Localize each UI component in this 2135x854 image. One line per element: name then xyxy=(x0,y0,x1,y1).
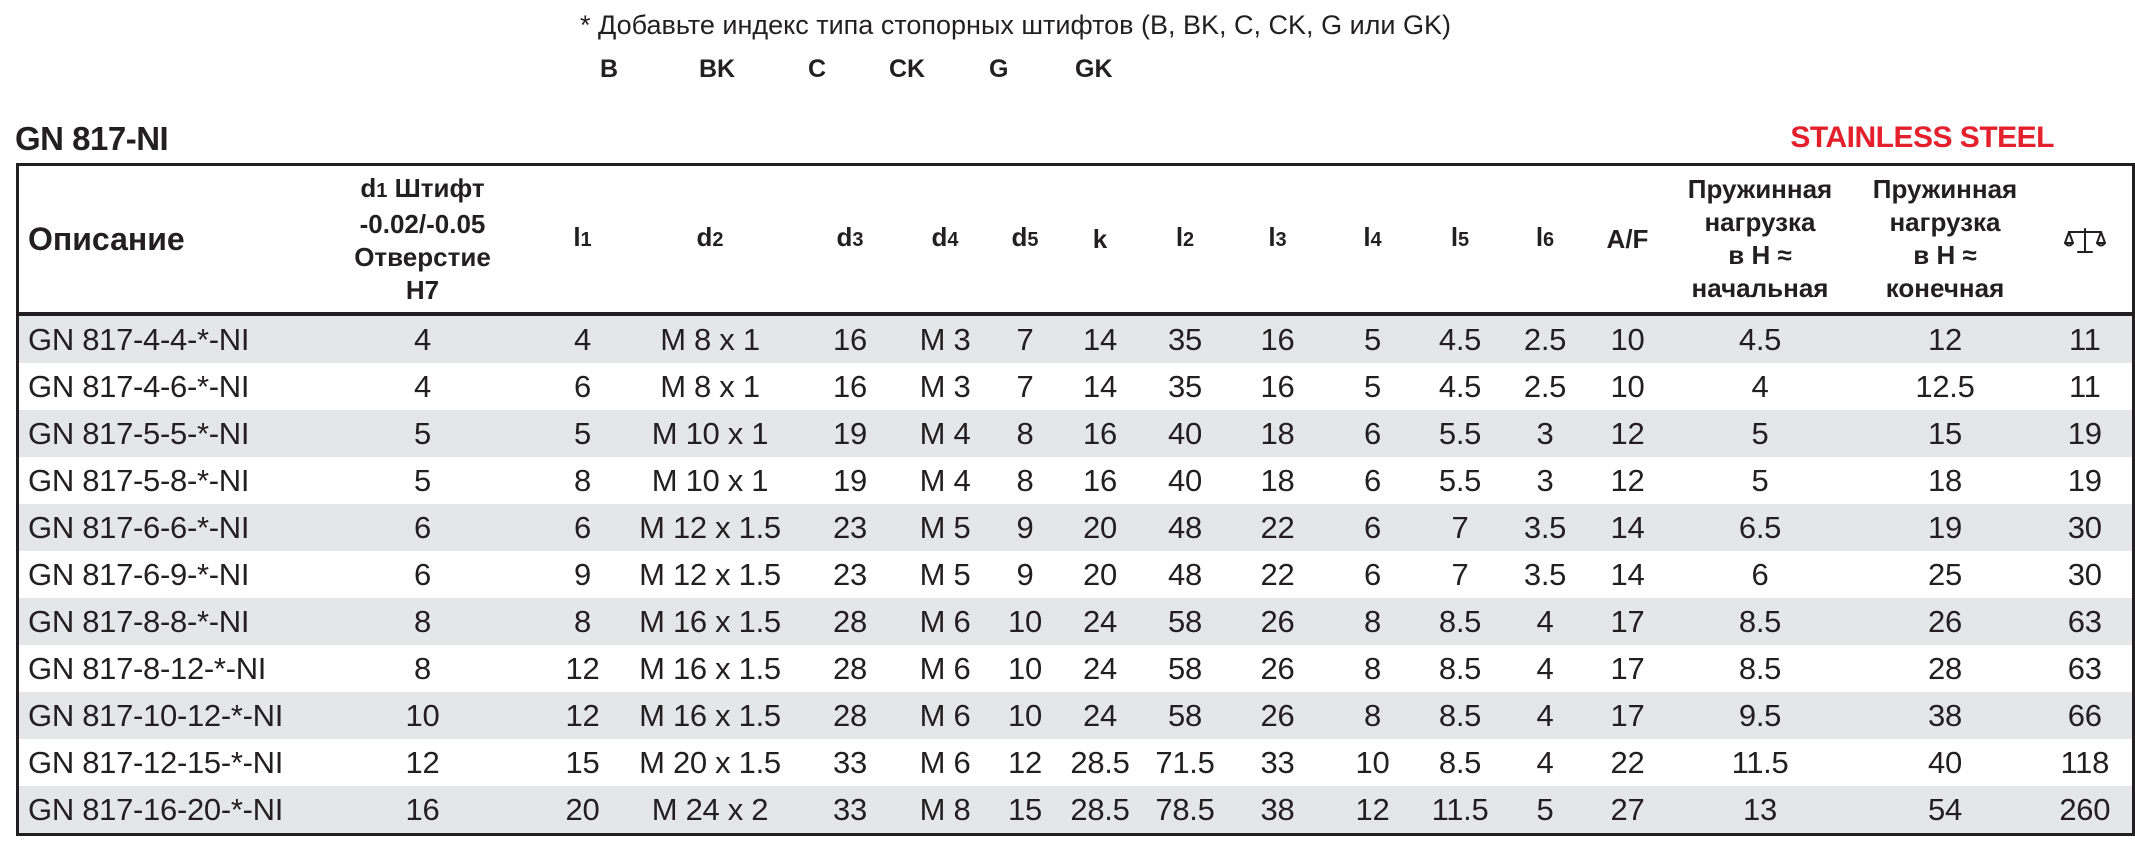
cell-d3: 23 xyxy=(803,504,898,551)
cell-l4: 12 xyxy=(1328,786,1418,835)
cell-description: GN 817-12-15-*-NI xyxy=(28,744,284,780)
pin-type-code: CK xyxy=(889,55,926,83)
cell-l5: 7 xyxy=(1451,556,1469,592)
cell-l5: 8.5 xyxy=(1438,744,1482,780)
cell-d4: M 8 xyxy=(898,786,993,835)
cell-d4: M 6 xyxy=(919,650,971,686)
cell-l2: 40 xyxy=(1168,462,1202,498)
cell-d4: M 6 xyxy=(898,598,993,645)
cell-d5: 7 xyxy=(1016,368,1034,404)
cell-l6: 4 xyxy=(1503,598,1588,645)
cell-d1: 6 xyxy=(298,504,548,551)
cell-l5: 5.5 xyxy=(1438,462,1482,498)
cell-d3: 28 xyxy=(803,692,898,739)
cell-l6: 4 xyxy=(1503,692,1588,739)
cell-d4: M 6 xyxy=(919,744,971,780)
cell-spring-end: 12.5 xyxy=(1915,368,1975,404)
col-header-d1 xyxy=(298,165,548,315)
cell-d2: M 12 x 1.5 xyxy=(618,504,803,551)
cell-d3: 19 xyxy=(803,410,898,457)
l5-label: l xyxy=(1450,222,1459,252)
table-row xyxy=(18,645,2134,692)
cell-d2: M 16 x 1.5 xyxy=(618,598,803,645)
cell-description: GN 817-6-9-*-NI xyxy=(28,556,250,592)
cell-d4: M 4 xyxy=(919,462,971,498)
cell-weight: 63 xyxy=(2038,598,2134,645)
cell-l2: 48 xyxy=(1143,504,1228,551)
cell-l3: 16 xyxy=(1228,314,1328,363)
cell-spring-end: 38 xyxy=(1853,692,2038,739)
cell-d3: 28 xyxy=(803,598,898,645)
cell-weight: 63 xyxy=(2067,650,2102,686)
l1-label: l xyxy=(573,222,581,252)
cell-af: 12 xyxy=(1610,462,1645,498)
cell-k: 24 xyxy=(1058,598,1143,645)
cell-d4: M 5 xyxy=(919,556,971,592)
cell-d5: 15 xyxy=(993,786,1058,835)
col-header-l4 xyxy=(1328,165,1418,315)
cell-l5: 4.5 xyxy=(1438,368,1482,404)
cell-d3: 16 xyxy=(803,314,898,363)
cell-l2: 78.5 xyxy=(1143,786,1228,835)
cell-k: 16 xyxy=(1058,410,1143,457)
cell-weight: 11 xyxy=(2038,314,2134,363)
col-header-af: A/F xyxy=(1588,165,1668,315)
cell-d2: M 16 x 1.5 xyxy=(639,650,781,686)
cell-l4: 8 xyxy=(1328,598,1418,645)
spec-table xyxy=(16,163,2135,836)
l4-label: l xyxy=(1363,222,1371,252)
cell-d5: 9 xyxy=(993,504,1058,551)
cell-description: GN 817-16-20-*-NI xyxy=(18,786,298,835)
cell-d4: M 6 xyxy=(898,692,993,739)
cell-l4: 6 xyxy=(1364,556,1381,592)
cell-d1: 4 xyxy=(414,368,431,404)
cell-af: 17 xyxy=(1588,692,1668,739)
cell-d5: 12 xyxy=(1008,744,1042,780)
cell-l2: 35 xyxy=(1168,368,1202,404)
cell-l3: 26 xyxy=(1228,692,1328,739)
cell-l6: 3.5 xyxy=(1503,504,1588,551)
cell-l1: 4 xyxy=(548,314,618,363)
table-row xyxy=(18,314,2134,363)
spring-start-line4: начальная xyxy=(1691,273,1829,303)
cell-d2: M 20 x 1.5 xyxy=(639,744,781,780)
cell-l1: 12 xyxy=(565,650,600,686)
table-row xyxy=(18,739,2134,786)
cell-spring-end: 12 xyxy=(1853,314,2038,363)
l5-subscript: 5 xyxy=(1458,229,1470,251)
cell-d3: 28 xyxy=(833,650,867,686)
col-header-l1 xyxy=(548,165,618,315)
cell-af: 22 xyxy=(1610,744,1645,780)
cell-description: GN 817-6-6-*-NI xyxy=(18,504,298,551)
d1-tolerance-pin: -0.02/-0.05 xyxy=(359,208,486,239)
cell-d2: M 16 x 1.5 xyxy=(618,692,803,739)
cell-d2: M 10 x 1 xyxy=(651,462,769,498)
cell-d1: 10 xyxy=(298,692,548,739)
cell-l4: 6 xyxy=(1364,462,1381,498)
d5-label: d xyxy=(1011,222,1028,252)
cell-af: 10 xyxy=(1588,314,1668,363)
cell-description: GN 817-5-5-*-NI xyxy=(18,410,298,457)
cell-l2: 40 xyxy=(1143,410,1228,457)
cell-l2: 58 xyxy=(1143,692,1228,739)
cell-spring-end: 54 xyxy=(1853,786,2038,835)
cell-l6: 3.5 xyxy=(1523,556,1567,592)
cell-d2: M 8 x 1 xyxy=(618,314,803,363)
col-header-d2 xyxy=(618,165,803,315)
table-header-row xyxy=(18,165,2134,315)
col-header-d4 xyxy=(898,165,993,315)
cell-d4: M 4 xyxy=(898,410,993,457)
l3-label: l xyxy=(1268,222,1276,252)
cell-weight: 118 xyxy=(2060,744,2110,780)
cell-l6: 3 xyxy=(1503,410,1588,457)
col-header-l3 xyxy=(1228,165,1328,315)
cell-l4: 10 xyxy=(1355,744,1390,780)
cell-k: 14 xyxy=(1058,314,1143,363)
cell-k: 24 xyxy=(1058,692,1143,739)
cell-k: 28.5 xyxy=(1058,786,1143,835)
cell-l6: 5 xyxy=(1503,786,1588,835)
d1-tolerance-hole: H7 xyxy=(405,274,440,305)
cell-spring-start: 9.5 xyxy=(1668,692,1853,739)
cell-d1: 8 xyxy=(298,598,548,645)
cell-l1: 9 xyxy=(574,556,591,592)
cell-l1: 8 xyxy=(548,598,618,645)
cell-af: 14 xyxy=(1610,556,1645,592)
cell-d3: 19 xyxy=(833,462,867,498)
cell-d4: M 3 xyxy=(919,368,971,404)
table-row xyxy=(18,786,2134,835)
cell-d5: 10 xyxy=(1008,650,1042,686)
cell-spring-end: 40 xyxy=(1928,744,1962,780)
col-header-d5 xyxy=(993,165,1058,315)
cell-l3: 33 xyxy=(1260,744,1295,780)
l6-label: l xyxy=(1535,222,1544,252)
material-label: STAINLESS STEEL xyxy=(1790,121,2054,154)
cell-l4: 8 xyxy=(1364,650,1381,686)
cell-l1: 6 xyxy=(548,504,618,551)
cell-l5: 11.5 xyxy=(1418,786,1503,835)
cell-l4: 5 xyxy=(1328,314,1418,363)
cell-l6: 3 xyxy=(1536,462,1554,498)
cell-spring-start: 11.5 xyxy=(1731,744,1789,780)
cell-spring-start: 6.5 xyxy=(1668,504,1853,551)
cell-k: 20 xyxy=(1083,556,1117,592)
cell-l4: 6 xyxy=(1328,504,1418,551)
cell-af: 12 xyxy=(1588,410,1668,457)
cell-l3: 18 xyxy=(1260,462,1295,498)
cell-d1: 8 xyxy=(414,650,431,686)
pin-type-codes xyxy=(0,55,2070,95)
pin-type-code: GK xyxy=(1075,55,1113,83)
cell-description: GN 817-8-8-*-NI xyxy=(18,598,298,645)
cell-l1: 15 xyxy=(565,744,600,780)
cell-spring-start: 8.5 xyxy=(1668,598,1853,645)
cell-weight: 19 xyxy=(2067,462,2102,498)
cell-l1: 6 xyxy=(574,368,591,404)
cell-l6: 2.5 xyxy=(1523,368,1567,404)
cell-d5: 7 xyxy=(993,314,1058,363)
spring-end-line1: Пружинная xyxy=(1872,174,2018,204)
cell-l2: 58 xyxy=(1143,598,1228,645)
table-row xyxy=(18,598,2134,645)
cell-weight: 11 xyxy=(2068,368,2101,404)
cell-d5: 10 xyxy=(993,692,1058,739)
cell-weight: 30 xyxy=(2067,556,2102,592)
cell-d2: M 24 x 2 xyxy=(618,786,803,835)
col-header-d3 xyxy=(803,165,898,315)
scale-icon xyxy=(2064,227,2106,255)
spring-end-line4: конечная xyxy=(1885,273,2005,303)
l2-label: l xyxy=(1175,222,1184,252)
cell-weight: 30 xyxy=(2038,504,2134,551)
cell-d5: 10 xyxy=(993,598,1058,645)
cell-spring-start: 8.5 xyxy=(1738,650,1782,686)
cell-k: 16 xyxy=(1083,462,1117,498)
cell-d1: 5 xyxy=(414,462,431,498)
table-row xyxy=(18,457,2134,504)
cell-l3: 18 xyxy=(1228,410,1328,457)
cell-weight: 260 xyxy=(2038,786,2134,835)
cell-spring-end: 28 xyxy=(1928,650,1962,686)
spring-end-line3: в Н ≈ xyxy=(1913,240,1977,270)
cell-d4: M 3 xyxy=(898,314,993,363)
cell-l4: 5 xyxy=(1364,368,1381,404)
type-index-note: * Добавьте индекс типа стопорных штифтов (B, BK, C, CK, G или GK) xyxy=(580,10,1451,40)
cell-weight: 66 xyxy=(2038,692,2134,739)
cell-af: 10 xyxy=(1610,368,1645,404)
table-row xyxy=(18,692,2134,739)
cell-af: 14 xyxy=(1588,504,1668,551)
cell-spring-end: 26 xyxy=(1853,598,2038,645)
cell-description: GN 817-4-4-*-NI xyxy=(18,314,298,363)
cell-spring-start: 4 xyxy=(1751,368,1769,404)
cell-d5: 9 xyxy=(1016,556,1034,592)
table-row xyxy=(18,504,2134,551)
cell-spring-end: 25 xyxy=(1928,556,1962,592)
l2-subscript: 2 xyxy=(1183,229,1195,251)
d1-subscript: 1 xyxy=(376,179,388,202)
spring-start-line2: нагрузка xyxy=(1704,207,1816,237)
cell-af: 17 xyxy=(1588,598,1668,645)
cell-d3: 33 xyxy=(833,744,867,780)
cell-l3: 22 xyxy=(1228,504,1328,551)
cell-d1: 12 xyxy=(405,744,440,780)
l4-subscript: 4 xyxy=(1370,229,1382,251)
cell-d5: 8 xyxy=(1016,462,1034,498)
cell-af: 27 xyxy=(1588,786,1668,835)
cell-d3: 23 xyxy=(833,556,867,592)
d1-label-rest: Штифт xyxy=(387,172,485,203)
cell-l6: 4 xyxy=(1536,744,1554,780)
table-row xyxy=(18,551,2134,598)
col-header-weight xyxy=(2038,165,2134,315)
col-header-l6 xyxy=(1503,165,1588,315)
cell-l1: 8 xyxy=(574,462,591,498)
cell-l5: 5.5 xyxy=(1418,410,1503,457)
spring-end-line2: нагрузка xyxy=(1889,207,2001,237)
product-title: GN 817-NI xyxy=(15,120,169,157)
cell-spring-start: 13 xyxy=(1668,786,1853,835)
cell-d1: 16 xyxy=(298,786,548,835)
table-row xyxy=(18,410,2134,457)
d5-subscript: 5 xyxy=(1027,229,1039,251)
cell-d1: 6 xyxy=(414,556,431,592)
col-header-spring-start xyxy=(1668,165,1853,315)
cell-spring-start: 4.5 xyxy=(1668,314,1853,363)
l1-subscript: 1 xyxy=(580,229,592,251)
cell-d2: M 10 x 1 xyxy=(618,410,803,457)
cell-l5: 8.5 xyxy=(1418,692,1503,739)
cell-d4: M 5 xyxy=(898,504,993,551)
l3-subscript: 3 xyxy=(1275,229,1287,251)
cell-d1: 4 xyxy=(298,314,548,363)
col-header-k: k xyxy=(1058,165,1143,315)
cell-description: GN 817-10-12-*-NI xyxy=(18,692,298,739)
l6-subscript: 6 xyxy=(1543,229,1555,251)
cell-weight: 19 xyxy=(2038,410,2134,457)
d1-hole-label: Отверстие xyxy=(354,241,491,272)
cell-l3: 16 xyxy=(1260,368,1295,404)
cell-d5: 8 xyxy=(993,410,1058,457)
cell-l6: 4 xyxy=(1536,650,1554,686)
pin-type-code: C xyxy=(808,55,827,83)
cell-l5: 7 xyxy=(1418,504,1503,551)
cell-l5: 8.5 xyxy=(1418,598,1503,645)
pin-type-code: B xyxy=(600,55,619,83)
cell-l2: 71.5 xyxy=(1155,744,1215,780)
cell-k: 14 xyxy=(1083,368,1117,404)
cell-spring-end: 19 xyxy=(1853,504,2038,551)
cell-k: 24 xyxy=(1083,650,1117,686)
spring-start-line1: Пружинная xyxy=(1687,174,1833,204)
cell-l1: 5 xyxy=(548,410,618,457)
cell-d2: M 8 x 1 xyxy=(660,368,760,404)
cell-d3: 33 xyxy=(803,786,898,835)
pin-type-code: G xyxy=(989,55,1009,83)
cell-l6: 2.5 xyxy=(1503,314,1588,363)
col-header-l5 xyxy=(1418,165,1503,315)
spring-start-line3: в Н ≈ xyxy=(1728,240,1792,270)
cell-k: 28.5 xyxy=(1070,744,1130,780)
d2-subscript: 2 xyxy=(712,229,724,251)
d4-subscript: 4 xyxy=(947,229,959,251)
cell-k: 20 xyxy=(1058,504,1143,551)
cell-spring-start: 6 xyxy=(1751,556,1769,592)
cell-spring-start: 5 xyxy=(1668,410,1853,457)
cell-spring-end: 15 xyxy=(1853,410,2038,457)
cell-l3: 26 xyxy=(1260,650,1295,686)
col-header-l2 xyxy=(1143,165,1228,315)
cell-d2: M 12 x 1.5 xyxy=(639,556,781,592)
cell-af: 17 xyxy=(1610,650,1645,686)
cell-d1: 5 xyxy=(298,410,548,457)
cell-l1: 12 xyxy=(548,692,618,739)
cell-l2: 58 xyxy=(1168,650,1202,686)
cell-l2: 48 xyxy=(1168,556,1202,592)
cell-l2: 35 xyxy=(1143,314,1228,363)
table-row xyxy=(18,363,2134,410)
d4-label: d xyxy=(931,222,948,252)
cell-l3: 38 xyxy=(1228,786,1328,835)
cell-spring-end: 18 xyxy=(1928,462,1962,498)
cell-l4: 8 xyxy=(1328,692,1418,739)
d3-label: d xyxy=(836,222,853,252)
col-header-description: Описание xyxy=(18,165,298,315)
cell-spring-start: 5 xyxy=(1751,462,1769,498)
d3-subscript: 3 xyxy=(852,229,864,251)
cell-l4: 6 xyxy=(1328,410,1418,457)
d1-label: d xyxy=(360,172,377,203)
cell-l1: 20 xyxy=(548,786,618,835)
cell-l5: 4.5 xyxy=(1418,314,1503,363)
cell-description: GN 817-5-8-*-NI xyxy=(28,462,250,498)
cell-l3: 26 xyxy=(1228,598,1328,645)
cell-l5: 8.5 xyxy=(1438,650,1482,686)
cell-description: GN 817-8-12-*-NI xyxy=(28,650,267,686)
cell-d3: 16 xyxy=(833,368,867,404)
d2-label: d xyxy=(696,222,713,252)
col-header-spring-end xyxy=(1853,165,2038,315)
pin-type-code: BK xyxy=(699,55,736,83)
cell-l3: 22 xyxy=(1260,556,1295,592)
cell-description: GN 817-4-6-*-NI xyxy=(28,368,250,404)
